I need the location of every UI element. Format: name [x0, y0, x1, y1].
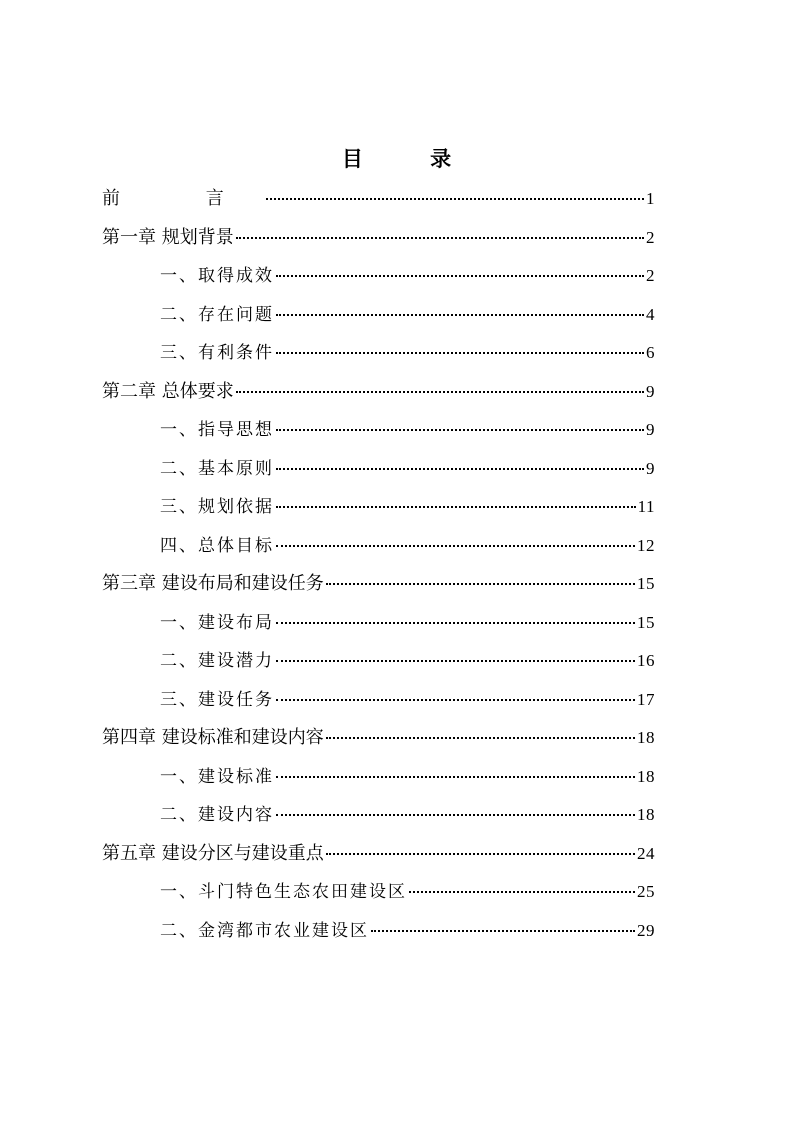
toc-page-number: 18	[637, 805, 655, 824]
toc-entry-label: 三、建设任务	[160, 690, 274, 710]
toc-entry-label: 二、基本原则	[160, 459, 274, 479]
toc-page-number: 24	[637, 844, 655, 863]
toc-entry-label: 二、建设内容	[160, 805, 274, 825]
toc-entry-chapter-4[interactable]	[102, 723, 655, 753]
toc-entry-chapter-2[interactable]	[102, 377, 655, 407]
toc-entry-section-2-1[interactable]	[160, 415, 655, 445]
dot-leader	[276, 505, 636, 508]
toc-entry-section-1-2[interactable]	[160, 300, 655, 330]
toc-page-number: 9	[646, 459, 655, 478]
toc-entry-label: 三、有利条件	[160, 343, 274, 363]
toc-entry-section-3-3[interactable]	[160, 685, 655, 715]
dot-leader	[326, 852, 635, 855]
toc-entry-chapter-5[interactable]	[102, 839, 655, 869]
toc-page-number: 18	[637, 767, 655, 786]
dot-leader	[371, 929, 635, 932]
toc-entry-section-5-1[interactable]	[160, 877, 655, 907]
toc-entry-section-2-2[interactable]	[160, 454, 655, 484]
toc-entry-label: 第二章 总体要求	[102, 381, 234, 402]
dot-leader	[276, 621, 635, 624]
toc-entry-label: 前 言	[102, 188, 264, 209]
dot-leader	[276, 698, 635, 701]
toc-page-number: 9	[646, 420, 655, 439]
dot-leader	[276, 813, 635, 816]
toc-page-number: 16	[637, 651, 655, 670]
toc-entry-label: 一、建设标准	[160, 767, 274, 787]
toc-entry-label: 二、建设潜力	[160, 651, 274, 671]
dot-leader	[266, 197, 644, 200]
toc-entry-preface[interactable]	[102, 184, 655, 214]
toc-entry-label: 二、存在问题	[160, 305, 274, 325]
dot-leader	[409, 890, 635, 893]
dot-leader	[326, 582, 635, 585]
dot-leader	[236, 390, 644, 393]
toc-page-number: 1	[646, 189, 655, 208]
toc-entry-label: 一、取得成效	[160, 266, 274, 286]
toc-entry-label: 第四章 建设标准和建设内容	[102, 727, 324, 748]
toc-entry-section-4-1[interactable]	[160, 762, 655, 792]
toc-entry-chapter-1[interactable]	[102, 223, 655, 253]
dot-leader	[276, 659, 635, 662]
toc-entry-label: 第三章 建设布局和建设任务	[102, 573, 324, 594]
toc-entry-section-3-1[interactable]	[160, 608, 655, 638]
toc-page-number: 25	[637, 882, 655, 901]
toc-entry-section-4-2[interactable]	[160, 800, 655, 830]
toc-page-number: 15	[637, 574, 655, 593]
dot-leader	[276, 544, 635, 547]
dot-leader	[276, 428, 644, 431]
toc-entry-label: 一、建设布局	[160, 613, 274, 633]
toc-entry-label: 一、指导思想	[160, 420, 274, 440]
toc-page-number: 2	[646, 266, 655, 285]
toc-entry-section-3-2[interactable]	[160, 646, 655, 676]
dot-leader	[276, 775, 635, 778]
toc-page-number: 17	[637, 690, 655, 709]
toc-entry-label: 第五章 建设分区与建设重点	[102, 843, 324, 864]
toc-entry-section-1-3[interactable]	[160, 338, 655, 368]
dot-leader	[326, 736, 635, 739]
toc-entry-label: 第一章 规划背景	[102, 227, 234, 248]
toc-page-number: 9	[646, 382, 655, 401]
dot-leader	[276, 274, 644, 277]
toc-entry-section-2-4[interactable]	[160, 531, 655, 561]
page-title: 目 录	[341, 147, 482, 171]
toc-entry-chapter-3[interactable]	[102, 569, 655, 599]
dot-leader	[276, 467, 644, 470]
toc-page-number: 18	[637, 728, 655, 747]
toc-entry-section-2-3[interactable]	[160, 492, 655, 522]
toc-page-number: 4	[646, 305, 655, 324]
toc-page-number: 12	[637, 536, 655, 555]
toc-entry-label: 二、金湾都市农业建设区	[160, 921, 369, 941]
dot-leader	[236, 236, 644, 239]
toc-entry-section-1-1[interactable]	[160, 261, 655, 291]
toc-entry-section-5-2[interactable]	[160, 916, 655, 946]
toc-entry-label: 四、总体目标	[160, 536, 274, 556]
toc-entry-label: 三、规划依据	[160, 497, 274, 517]
toc-entry-label: 一、斗门特色生态农田建设区	[160, 882, 407, 902]
dot-leader	[276, 351, 644, 354]
toc-page-number: 29	[637, 921, 655, 940]
toc-page-number: 2	[646, 228, 655, 247]
toc-page-number: 15	[637, 613, 655, 632]
toc-page-number: 11	[637, 497, 655, 516]
dot-leader	[276, 313, 644, 316]
toc-page-number: 6	[646, 343, 655, 362]
